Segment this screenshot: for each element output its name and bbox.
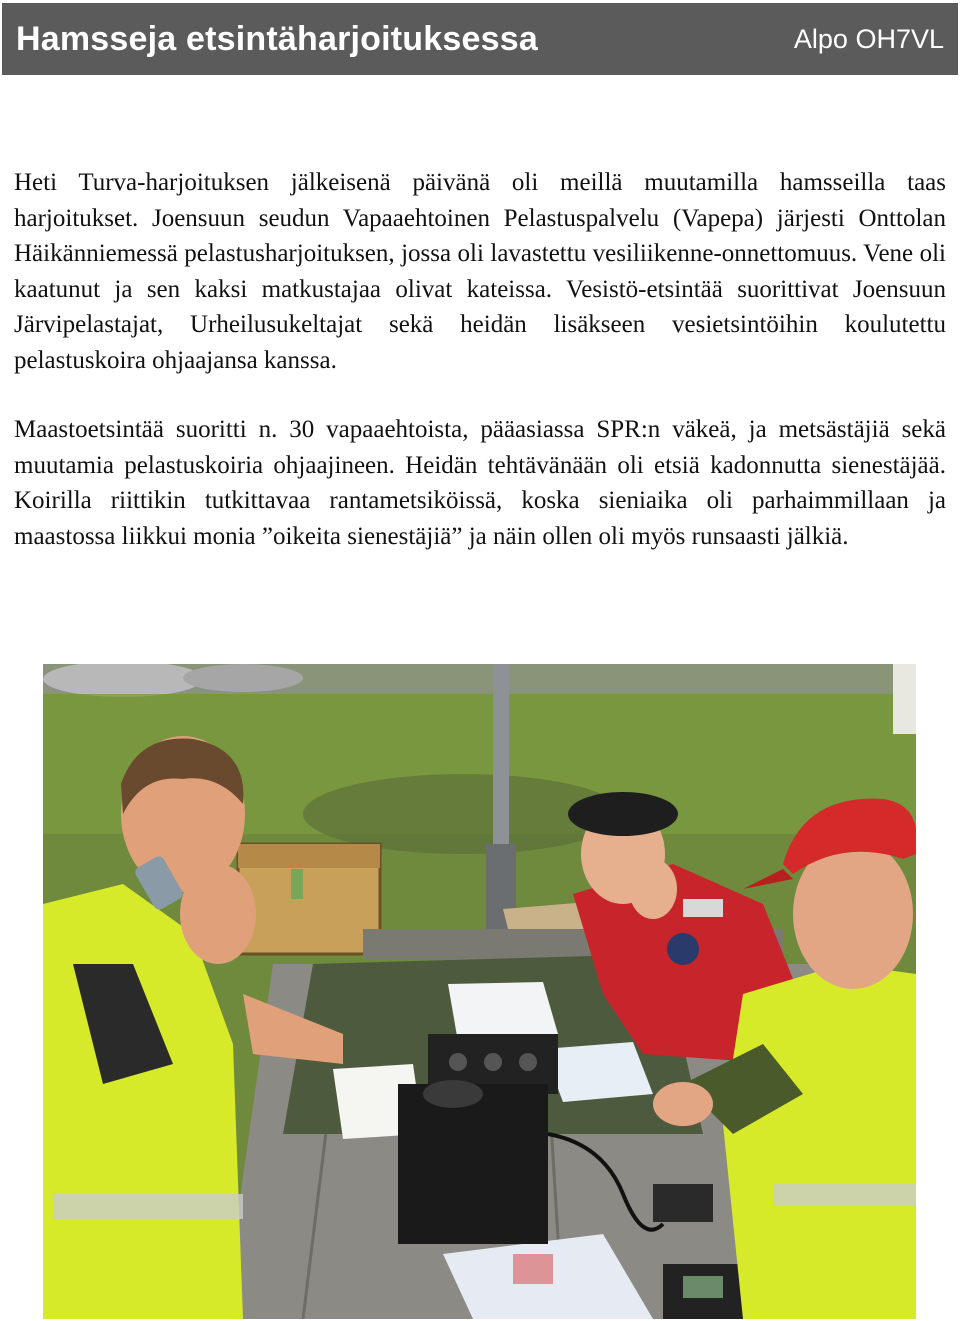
photo-radio-handset xyxy=(423,1080,483,1108)
article-paragraph-1: Heti Turva-harjoituksen jälkeisenä päivänä oli meillä muutamilla hamsseilla taas harjoitukset. Joensuun seudun Vapaaehtoinen Pelastuspalvelu (Vapepa) järjesti Onttolan Häikänniemessä pelastusharjoituksen, jossa oli lavastettu vesiliikenne-onnettomuus. Vene oli kaatunut ja sen kaksi matkustajaa olivat kateissa. Vesistö-etsintää suorittivat Joensuun Järvipelastajat, Urheilusukeltajat sekä heidän lisäkseen vesietsintöihin koulutettu pelastuskoira ohjaajansa kanssa. xyxy=(14,169,946,374)
photo-map-paper xyxy=(448,982,558,1042)
photo-car-2 xyxy=(183,664,303,692)
photo-person-right-vest xyxy=(723,964,916,1319)
photo-jacket-badge xyxy=(667,933,699,965)
photo-radio-knob xyxy=(449,1053,467,1071)
author-name: Alpo OH7VL xyxy=(793,23,944,54)
photo-radio-knob-2 xyxy=(484,1053,502,1071)
photo-box-latch xyxy=(291,869,303,899)
photo-gps-screen xyxy=(683,1276,723,1298)
photo-handheld-radio xyxy=(653,1184,713,1222)
article-body xyxy=(14,165,946,554)
page-header xyxy=(2,3,958,75)
photo-map-marking xyxy=(513,1254,553,1284)
photo-box-lid xyxy=(238,844,380,868)
photo-radio-body xyxy=(398,1084,548,1244)
article-paragraph-2: Maastoetsintää suoritti n. 30 vapaaehtoista, pääasiassa SPR:n väkeä, ja metsästäjiä sekä muutamia pelastuskoiria ohjaajineen. Heidän tehtävänään oli etsiä kadonnutta sienestäjää. Koirilla riittikin tutkittavaa rantametsiköissä, koska sieniaika oli parhaimmillaan ja maastossa liikkui monia ”oikeita sienestäjiä” ja näin ollen oli myös runsaasti jälkiä. xyxy=(14,416,946,550)
page-title: Hamsseja etsintäharjoituksessa xyxy=(16,19,538,58)
photo-person-left-hand xyxy=(180,864,256,964)
photo-rescue-exercise xyxy=(43,664,916,1319)
photo-beret xyxy=(568,792,678,836)
photo-vest-reflective-stripe xyxy=(53,1194,243,1219)
photo-person-right-hand xyxy=(653,1082,713,1126)
photo-illustration xyxy=(43,664,916,1319)
photo-birch-trunk xyxy=(893,664,916,734)
photo-jacket-reflective xyxy=(683,899,723,917)
photo-radio-knob-3 xyxy=(519,1053,537,1071)
photo-right-vest-stripe xyxy=(773,1184,916,1206)
photo-person-middle-hand xyxy=(629,859,677,919)
